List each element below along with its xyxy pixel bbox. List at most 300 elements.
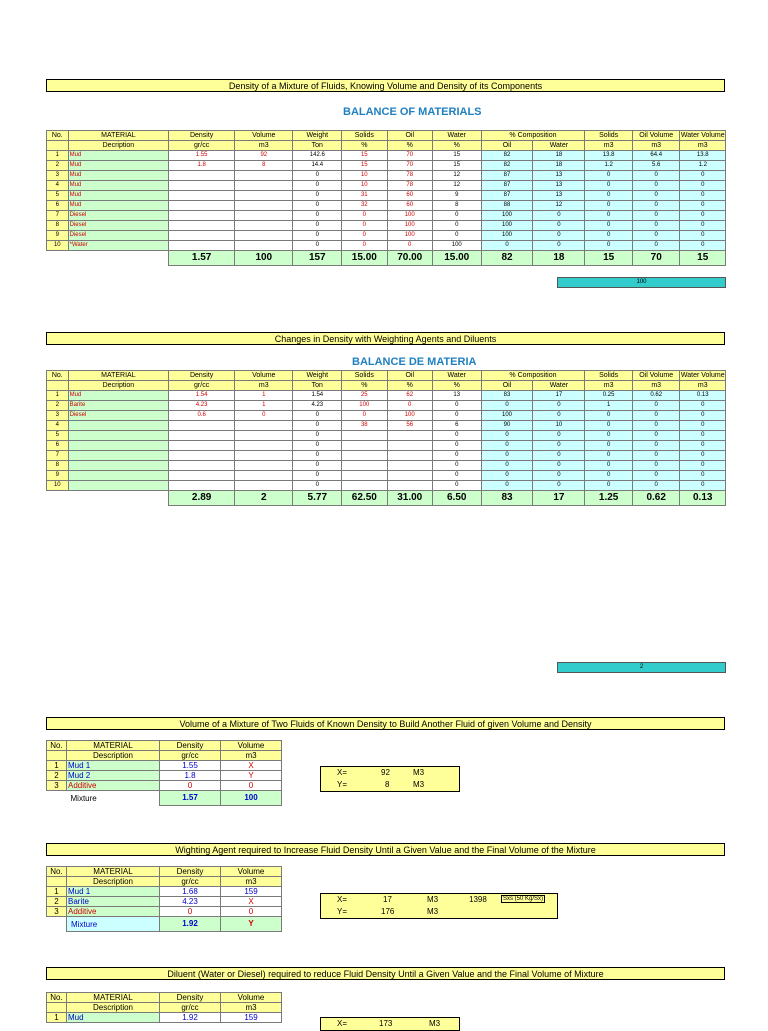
comp-water-cell: 17: [533, 391, 585, 401]
unit-comp-oil: Oil: [481, 141, 533, 151]
density-input[interactable]: 1.68: [160, 887, 221, 897]
oil-input[interactable]: 100: [387, 231, 432, 241]
density-input[interactable]: [169, 231, 235, 241]
weight-cell: 142.6: [293, 151, 342, 161]
volume-input[interactable]: 8: [235, 161, 293, 171]
material-name: Mud: [68, 151, 169, 161]
comp-water-cell: 0: [533, 441, 585, 451]
mix-unit-description: Description: [67, 751, 160, 761]
volume-cell: 0: [221, 781, 282, 791]
row-no: 7: [47, 451, 69, 461]
water-cell: 0: [432, 481, 481, 491]
comp-water-cell: 0: [533, 231, 585, 241]
volume-input[interactable]: [235, 231, 293, 241]
solids-input[interactable]: 31: [342, 191, 387, 201]
sacks-count: 1398: [469, 895, 487, 904]
weight-cell: 14.4: [293, 161, 342, 171]
dl-unit-volume: m3: [221, 1003, 282, 1013]
volume-input[interactable]: 92: [235, 151, 293, 161]
solids-m3-cell: 0.25: [585, 391, 633, 401]
unit2-water: %: [432, 381, 481, 391]
unit2-water-m3: m3: [680, 381, 726, 391]
row-no: 4: [47, 421, 69, 431]
section4-banner: Wighting Agent required to Increase Fluid Density Until a Given Value and the Final Volume of the Mixture: [46, 843, 725, 856]
density-input[interactable]: [169, 181, 235, 191]
solids-input[interactable]: 10: [342, 181, 387, 191]
mixture-label: Mixture: [70, 793, 97, 803]
volume-cell: 0: [221, 907, 282, 917]
volume-input[interactable]: [235, 221, 293, 231]
weight-cell: 0: [293, 221, 342, 231]
col2-solids-m3: Solids: [585, 371, 633, 381]
col-solids-m3: Solids: [585, 131, 633, 141]
row-no: 5: [47, 191, 69, 201]
row-no: 3: [47, 411, 69, 421]
volume-input[interactable]: [235, 421, 293, 431]
oil-input[interactable]: 56: [387, 421, 432, 431]
solids-input[interactable]: [342, 481, 387, 491]
comp-oil-cell: 0: [481, 461, 533, 471]
material-name: Mud 2: [67, 771, 160, 781]
total-water: 15.00: [432, 251, 481, 266]
total2-weight: 5.77: [293, 491, 342, 506]
water-cell: 0: [432, 471, 481, 481]
total2-oil-m3: 0.62: [632, 491, 680, 506]
weighting-agent-table: [46, 866, 282, 932]
row-no: 3: [47, 171, 69, 181]
comp-oil-cell: 87: [481, 171, 533, 181]
row-no: 10: [47, 241, 69, 251]
dl-unit-no: [47, 1003, 67, 1013]
weight-cell: 0: [293, 171, 342, 181]
solids-input[interactable]: 100: [342, 401, 387, 411]
mix-unit-volume: m3: [221, 751, 282, 761]
solids-m3-cell: 0: [585, 431, 633, 441]
density-input[interactable]: [169, 481, 235, 491]
row-no: 2: [47, 897, 67, 907]
comp-oil-cell: 100: [481, 411, 533, 421]
comp-oil-cell: 0: [481, 451, 533, 461]
comp-water-cell: 13: [533, 181, 585, 191]
wa-col-no: No.: [47, 867, 67, 877]
mixture-density[interactable]: 1.92: [160, 917, 221, 932]
weight-cell: 1.54: [293, 391, 342, 401]
oil-m3-cell: 0.62: [632, 391, 680, 401]
mixture-label: Mixture: [67, 917, 160, 932]
water-m3-cell: 0: [680, 471, 726, 481]
density-input[interactable]: [169, 211, 235, 221]
material-name: Barite: [68, 401, 169, 411]
oil-input[interactable]: [387, 451, 432, 461]
table2-header-row-1: [47, 371, 726, 381]
comp-oil-cell: 0: [481, 481, 533, 491]
row-no: 5: [47, 431, 69, 441]
volume-input[interactable]: [235, 181, 293, 191]
table-row: [47, 181, 726, 191]
water-cell: 15: [432, 161, 481, 171]
solids-input[interactable]: [342, 431, 387, 441]
water-m3-cell: 0: [680, 191, 726, 201]
density-input[interactable]: 1.54: [169, 391, 235, 401]
volume-input[interactable]: 159: [221, 1013, 282, 1023]
water-cell: 8: [432, 201, 481, 211]
oil-m3-cell: 0: [632, 431, 680, 441]
weight-cell: 0: [293, 421, 342, 431]
volume-input[interactable]: 0: [235, 411, 293, 421]
density-input[interactable]: [169, 461, 235, 471]
weight-cell: 0: [293, 181, 342, 191]
water-cell: 100: [432, 241, 481, 251]
weight-cell: 0: [293, 441, 342, 451]
col2-no: No.: [47, 371, 69, 381]
oil-input[interactable]: [387, 441, 432, 451]
volume-input[interactable]: [235, 441, 293, 451]
mix-col-volume: Volume: [221, 741, 282, 751]
unit-volume: m3: [235, 141, 293, 151]
volume-input[interactable]: 1: [235, 401, 293, 411]
total-comp-oil: 82: [481, 251, 533, 266]
material-name: [68, 471, 169, 481]
row-no: 3: [47, 907, 67, 917]
volume-input[interactable]: 1: [235, 391, 293, 401]
volume-input[interactable]: [235, 211, 293, 221]
row-no: 2: [47, 161, 69, 171]
volume-input[interactable]: [235, 201, 293, 211]
x-value: 173: [379, 1019, 393, 1028]
table-row: [47, 391, 726, 401]
unit-description: Decription: [68, 141, 169, 151]
mixture-density: 1.57: [160, 791, 221, 806]
oil-input[interactable]: 100: [387, 411, 432, 421]
table-row: [47, 897, 282, 907]
density-input[interactable]: [169, 221, 235, 231]
density-input[interactable]: 1.55: [169, 151, 235, 161]
table-row: [47, 781, 282, 791]
oil-input[interactable]: 100: [387, 221, 432, 231]
weight-cell: 0: [293, 241, 342, 251]
table-row: [47, 887, 282, 897]
oil-m3-cell: 0: [632, 461, 680, 471]
comp-water-cell: 10: [533, 421, 585, 431]
row-no: 1: [47, 391, 69, 401]
y-unit: M3: [413, 780, 425, 789]
weight-cell: 0: [293, 461, 342, 471]
oil-input[interactable]: 0: [387, 241, 432, 251]
water-m3-cell: 0: [680, 181, 726, 191]
two-fluid-mix-table: [46, 740, 282, 806]
comp-oil-cell: 100: [481, 221, 533, 231]
row-no: 9: [47, 471, 69, 481]
volume-input[interactable]: [235, 171, 293, 181]
solids-input[interactable]: 0: [342, 231, 387, 241]
comp-water-cell: 0: [533, 461, 585, 471]
x-value: 17: [383, 895, 392, 904]
dl-col-material: MATERIAL: [67, 993, 160, 1003]
solids-input[interactable]: 32: [342, 201, 387, 211]
water-m3-cell: 0: [680, 171, 726, 181]
total2-density: 2.89: [169, 491, 235, 506]
comp-oil-cell: 82: [481, 151, 533, 161]
total2-comp-water: 17: [533, 491, 585, 506]
oil-m3-cell: 0: [632, 221, 680, 231]
comp-water-cell: 12: [533, 201, 585, 211]
row-no: 2: [47, 771, 67, 781]
table-header-row-2: [47, 141, 726, 151]
col2-volume: Volume: [235, 371, 293, 381]
table2-header-row-2: [47, 381, 726, 391]
solids-m3-cell: 0: [585, 191, 633, 201]
mix-unit-no: [47, 751, 67, 761]
oil-m3-cell: 0: [632, 241, 680, 251]
oil-m3-cell: 0: [632, 181, 680, 191]
x-label: X=: [337, 1019, 348, 1028]
col-solids: Solids: [342, 131, 387, 141]
solids-input[interactable]: 10: [342, 171, 387, 181]
comp-oil-cell: 87: [481, 191, 533, 201]
oil-m3-cell: 0: [632, 401, 680, 411]
sacks-unit: Sxs (50 Kg/Sx): [503, 896, 544, 902]
oil-input[interactable]: [387, 431, 432, 441]
material-name: Additive: [67, 907, 160, 917]
material-name: Diesel: [68, 411, 169, 421]
wa-unit-density: gr/cc: [160, 877, 221, 887]
water-cell: 12: [432, 181, 481, 191]
wa-unit-no: [47, 877, 67, 887]
total-volume-bar-2: 2: [557, 662, 726, 673]
total2-water: 6.50: [432, 491, 481, 506]
water-m3-cell: 0: [680, 211, 726, 221]
table-row: [47, 241, 726, 251]
col-volume: Volume: [235, 131, 293, 141]
unit-water: %: [432, 141, 481, 151]
solids-input[interactable]: 25: [342, 391, 387, 401]
density-input[interactable]: [169, 451, 235, 461]
dl-col-density: Density: [160, 993, 221, 1003]
x-value: 92: [381, 768, 390, 777]
total-comp-water: 18: [533, 251, 585, 266]
unit2-weight: Ton: [293, 381, 342, 391]
row-no: 8: [47, 221, 69, 231]
table-row: [47, 211, 726, 221]
material-name: Mud: [68, 191, 169, 201]
volume-input[interactable]: [235, 461, 293, 471]
solids-input[interactable]: [342, 451, 387, 461]
solids-m3-cell: 0: [585, 211, 633, 221]
density-input[interactable]: 4.23: [160, 897, 221, 907]
unit2-volume: m3: [235, 381, 293, 391]
oil-m3-cell: 0: [632, 211, 680, 221]
total2-solids: 62.50: [342, 491, 387, 506]
solids-input[interactable]: 38: [342, 421, 387, 431]
table-row: [47, 411, 726, 421]
density-input[interactable]: [169, 241, 235, 251]
solids-input[interactable]: 0: [342, 211, 387, 221]
water-m3-cell: 0: [680, 421, 726, 431]
solids-input[interactable]: [342, 441, 387, 451]
mix-col-density: Density: [160, 741, 221, 751]
unit-no: [47, 141, 69, 151]
material-name: Mud: [68, 181, 169, 191]
solids-m3-cell: 13.8: [585, 151, 633, 161]
material-name: Mud: [68, 171, 169, 181]
volume-input[interactable]: [235, 451, 293, 461]
oil-input[interactable]: 70: [387, 161, 432, 171]
total2-volume: 2: [235, 491, 293, 506]
volume-input[interactable]: [235, 481, 293, 491]
oil-input[interactable]: 62: [387, 391, 432, 401]
oil-m3-cell: 0: [632, 171, 680, 181]
col2-water: Water: [432, 371, 481, 381]
solids-input[interactable]: 15: [342, 161, 387, 171]
water-cell: 0: [432, 431, 481, 441]
oil-m3-cell: 0: [632, 231, 680, 241]
total-volume-bar: 100: [557, 277, 726, 288]
density-input[interactable]: 0: [160, 907, 221, 917]
volume-input[interactable]: [235, 431, 293, 441]
solids-m3-cell: 0: [585, 461, 633, 471]
density-input[interactable]: [169, 441, 235, 451]
table-row: [47, 761, 282, 771]
water-m3-cell: 0: [680, 451, 726, 461]
table-row: [47, 191, 726, 201]
water-m3-cell: 0: [680, 411, 726, 421]
comp-water-cell: 18: [533, 151, 585, 161]
density-input[interactable]: 0: [160, 781, 221, 791]
col-no: No.: [47, 131, 69, 141]
table-row: [47, 481, 726, 491]
oil-input[interactable]: [387, 471, 432, 481]
density-input[interactable]: [169, 421, 235, 431]
density-input[interactable]: [169, 431, 235, 441]
comp-oil-cell: 88: [481, 201, 533, 211]
oil-m3-cell: 0: [632, 471, 680, 481]
mixture-volume: 100: [221, 791, 282, 806]
density-input[interactable]: 1.8: [160, 771, 221, 781]
material-name: Barite: [67, 897, 160, 907]
col-composition: % Composition: [481, 131, 585, 141]
oil-input[interactable]: 60: [387, 201, 432, 211]
comp-water-cell: 0: [533, 451, 585, 461]
dl-col-no: No.: [47, 993, 67, 1003]
weight-cell: 0: [293, 211, 342, 221]
diluent-table: [46, 992, 282, 1023]
solids-m3-cell: 0: [585, 241, 633, 251]
table-row: [47, 221, 726, 231]
unit-water-m3: m3: [680, 141, 726, 151]
density-input[interactable]: 4.23: [169, 401, 235, 411]
material-name: [68, 431, 169, 441]
material-name: [68, 441, 169, 451]
oil-input[interactable]: [387, 461, 432, 471]
oil-input[interactable]: [387, 481, 432, 491]
unit2-description: Decription: [68, 381, 169, 391]
oil-input[interactable]: 60: [387, 191, 432, 201]
comp-water-cell: 0: [533, 211, 585, 221]
density-input[interactable]: 1.55: [160, 761, 221, 771]
total-solids-m3: 15: [585, 251, 633, 266]
unit2-oil-m3: m3: [632, 381, 680, 391]
comp-oil-cell: 82: [481, 161, 533, 171]
dl-unit-description: Description: [67, 1003, 160, 1013]
section1-title: BALANCE OF MATERIALS: [343, 106, 482, 118]
volume-input[interactable]: [235, 471, 293, 481]
table-row: [47, 231, 726, 241]
water-m3-cell: 0: [680, 441, 726, 451]
result-box-3: [320, 766, 460, 792]
oil-input[interactable]: 78: [387, 171, 432, 181]
dl-col-volume: Volume: [221, 993, 282, 1003]
solids-m3-cell: 0: [585, 441, 633, 451]
water-cell: 12: [432, 171, 481, 181]
volume-input[interactable]: 159: [221, 887, 282, 897]
col2-weight: Weight: [293, 371, 342, 381]
wa-unit-description: Description: [67, 877, 160, 887]
comp-oil-cell: 0: [481, 471, 533, 481]
unit2-density: gr/cc: [169, 381, 235, 391]
total-weight: 157: [293, 251, 342, 266]
table-row: [47, 161, 726, 171]
solids-input[interactable]: 0: [342, 411, 387, 421]
total2-solids-m3: 1.25: [585, 491, 633, 506]
balance-table-1: [46, 130, 726, 266]
oil-input[interactable]: 78: [387, 181, 432, 191]
col2-water-volume: Water Volume: [680, 372, 725, 379]
solids-input[interactable]: 0: [342, 241, 387, 251]
comp-oil-cell: 100: [481, 231, 533, 241]
water-cell: 9: [432, 191, 481, 201]
density-input[interactable]: 0.6: [169, 411, 235, 421]
wa-col-volume: Volume: [221, 867, 282, 877]
solids-input[interactable]: [342, 461, 387, 471]
volume-input[interactable]: [235, 191, 293, 201]
oil-input[interactable]: 100: [387, 211, 432, 221]
weight-cell: 0: [293, 411, 342, 421]
unit2-no: [47, 381, 69, 391]
section1-banner: Density of a Mixture of Fluids, Knowing Volume and Density of its Components: [46, 79, 725, 92]
volume-input[interactable]: [235, 241, 293, 251]
mix-col-material: MATERIAL: [67, 741, 160, 751]
oil-input[interactable]: 70: [387, 151, 432, 161]
density-input[interactable]: [169, 191, 235, 201]
water-cell: 0: [432, 411, 481, 421]
density-input[interactable]: [169, 171, 235, 181]
total-water-m3: 15: [680, 251, 726, 266]
col2-material: MATERIAL: [68, 371, 169, 381]
solids-input[interactable]: [342, 471, 387, 481]
density-input[interactable]: [169, 201, 235, 211]
density-input[interactable]: [169, 471, 235, 481]
material-name: Diesel: [68, 211, 169, 221]
wa-col-density: Density: [160, 867, 221, 877]
row-no: 7: [47, 211, 69, 221]
solids-m3-cell: 0: [585, 171, 633, 181]
oil-input[interactable]: 0: [387, 401, 432, 411]
col2-composition: % Composition: [481, 371, 585, 381]
water-m3-cell: 0: [680, 221, 726, 231]
table-header-row-1: [47, 131, 726, 141]
density-input[interactable]: 1.8: [169, 161, 235, 171]
result-box-5: [320, 1017, 460, 1031]
col-oil-volume: Oil Volume: [632, 131, 680, 141]
unit-comp-water: Water: [533, 141, 585, 151]
wa-unit-volume: m3: [221, 877, 282, 887]
solids-input[interactable]: 15: [342, 151, 387, 161]
mixture-row: [47, 917, 282, 932]
density-input[interactable]: 1.92: [160, 1013, 221, 1023]
solids-input[interactable]: 0: [342, 221, 387, 231]
water-cell: 0: [432, 401, 481, 411]
y-unit: M3: [427, 907, 439, 916]
